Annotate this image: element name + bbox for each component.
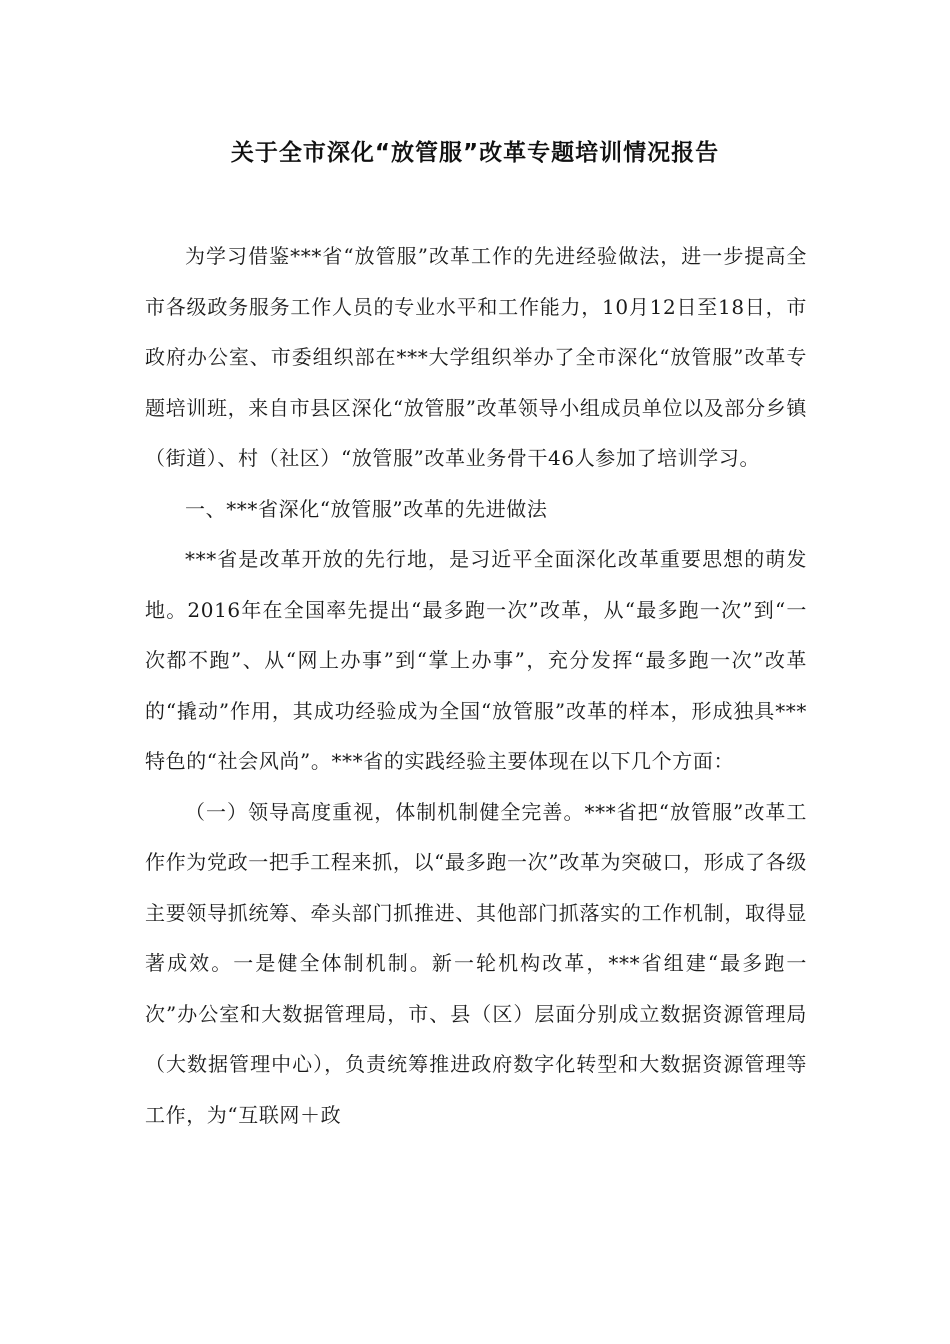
paragraph-background: ***省是改革开放的先行地，是习近平全面深化改革重要思想的萌发地。2016年在全国率先提出“最多跑一次”改革，从“最多跑一次”到“一次都不跑”、从“网上办事”到“掌上办事”，充分发挥“最多跑一次”改革的“撬动”作用，其成功经验成为全国“放管服”改革的样本，形成独具***特色的“社会风尚”。***省的实践经验主要体现在以下几个方面： <box>145 547 807 773</box>
document-title: 关于全市深化“放管服”改革专题培训情况报告 <box>230 140 720 166</box>
document-body <box>145 231 807 1140</box>
section-heading-1: 一、***省深化“放管服”改革的先进做法 <box>185 496 548 521</box>
paragraph-subsection-1: （一）领导高度重视，体制机制健全完善。***省把“放管服”改革工作作为党政一把手工程来抓，以“最多跑一次”改革为突破口，形成了各级主要领导抓统筹、牵头部门抓推进、其他部门抓落实的工作机制，取得显著成效。一是健全体制机制。新一轮机构改革，***省组建“最多跑一次”办公室和大数据管理局，市、县（区）层面分别成立数据资源管理局（大数据管理中心），负责统筹推进政府数字化转型和大数据资源管理等工作，为“互联网＋政 <box>145 799 807 1127</box>
paragraph-intro: 为学习借鉴***省“放管服”改革工作的先进经验做法，进一步提高全市各级政务服务工作人员的专业水平和工作能力，10月12日至18日，市政府办公室、市委组织部在***大学组织举办了全市深化“放管服”改革专题培训班，来自市县区深化“放管服”改革领导小组成员单位以及部分乡镇（街道）、村（社区）“放管服”改革业务骨干46人参加了培训学习。 <box>145 244 807 470</box>
